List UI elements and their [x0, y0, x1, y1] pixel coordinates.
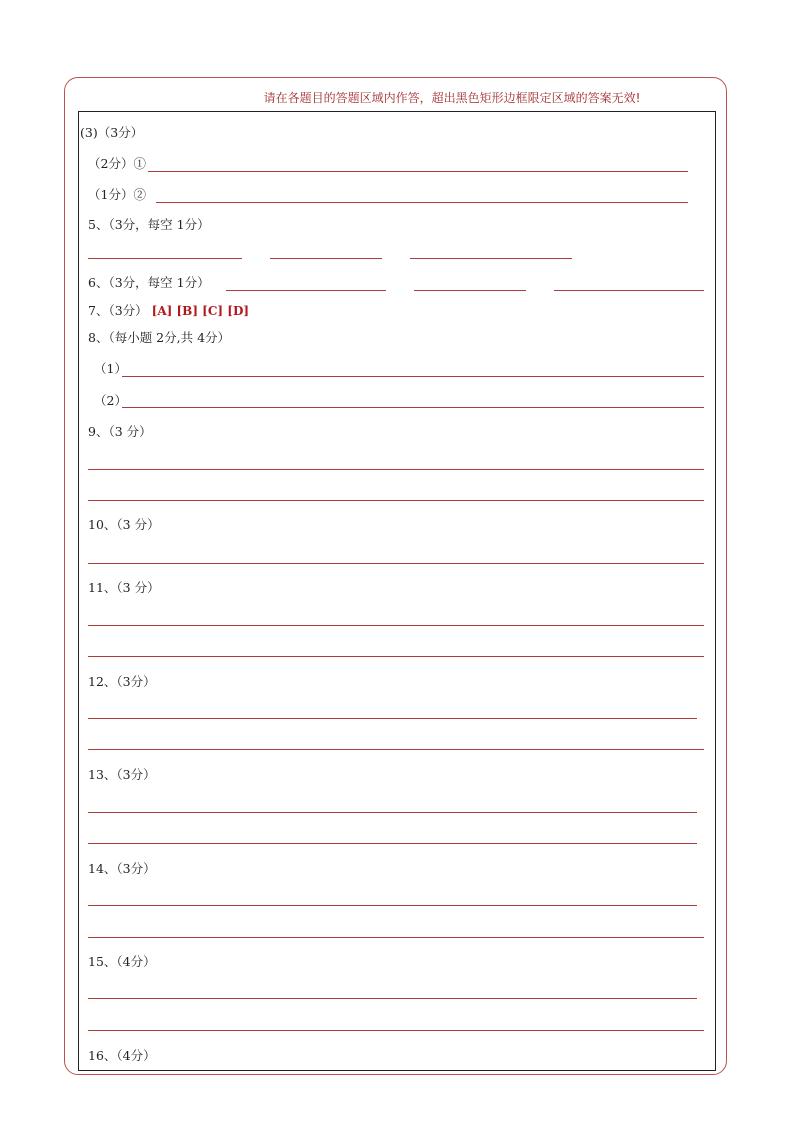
- answer-line[interactable]: [88, 937, 704, 938]
- question-12-label: 12、（3分）: [88, 674, 156, 689]
- question-16-label: 16、（4分）: [88, 1048, 156, 1063]
- question-3-part-2-label: （2分）①: [88, 156, 146, 171]
- question-7-row: [88, 304, 249, 318]
- question-7-label: 7、（3分）: [88, 303, 148, 318]
- answer-line[interactable]: [148, 171, 688, 172]
- question-3-part-1-label: （1分）②: [88, 187, 146, 202]
- answer-area-notice: 请在各题目的答题区域内作答，超出黑色矩形边框限定区域的答案无效!: [263, 91, 641, 105]
- question-9-label: 9、（3 分）: [88, 424, 152, 439]
- answer-line[interactable]: [88, 656, 704, 657]
- question-15-label: 15、（4分）: [88, 954, 156, 969]
- answer-line[interactable]: [88, 563, 704, 564]
- answer-line[interactable]: [88, 500, 704, 501]
- question-6-label: 6、（3分，每空 1分）: [88, 275, 210, 290]
- choice-options[interactable]: [A] [B] [C] [D]: [151, 304, 250, 318]
- answer-line[interactable]: [414, 290, 526, 291]
- answer-line[interactable]: [88, 843, 697, 844]
- answer-line[interactable]: [88, 905, 697, 906]
- question-13-label: 13、（3分）: [88, 767, 156, 782]
- answer-line[interactable]: [122, 376, 704, 377]
- question-10-label: 10、（3 分）: [88, 517, 160, 532]
- question-5-label: 5、（3分，每空 1分）: [88, 217, 210, 232]
- answer-line[interactable]: [156, 202, 688, 203]
- question-8-part-1-label: （1）: [94, 361, 127, 376]
- answer-line[interactable]: [88, 469, 704, 470]
- answer-line[interactable]: [88, 998, 697, 999]
- answer-line[interactable]: [270, 258, 382, 259]
- answer-line[interactable]: [88, 749, 704, 750]
- answer-line[interactable]: [88, 625, 704, 626]
- question-11-label: 11、（3 分）: [88, 580, 160, 595]
- answer-line[interactable]: [88, 812, 697, 813]
- answer-line[interactable]: [554, 290, 704, 291]
- answer-area-frame: [78, 111, 716, 1071]
- question-8-label: 8、（每小题 2分,共 4分）: [88, 330, 231, 345]
- answer-line[interactable]: [88, 258, 242, 259]
- question-8-part-2-label: （2）: [94, 393, 127, 408]
- answer-line[interactable]: [122, 407, 704, 408]
- answer-line[interactable]: [410, 258, 572, 259]
- answer-line[interactable]: [88, 718, 697, 719]
- question-14-label: 14、（3分）: [88, 861, 156, 876]
- question-3-label: (3)（3分）: [80, 125, 144, 140]
- answer-line[interactable]: [88, 1030, 704, 1031]
- answer-line[interactable]: [226, 290, 386, 291]
